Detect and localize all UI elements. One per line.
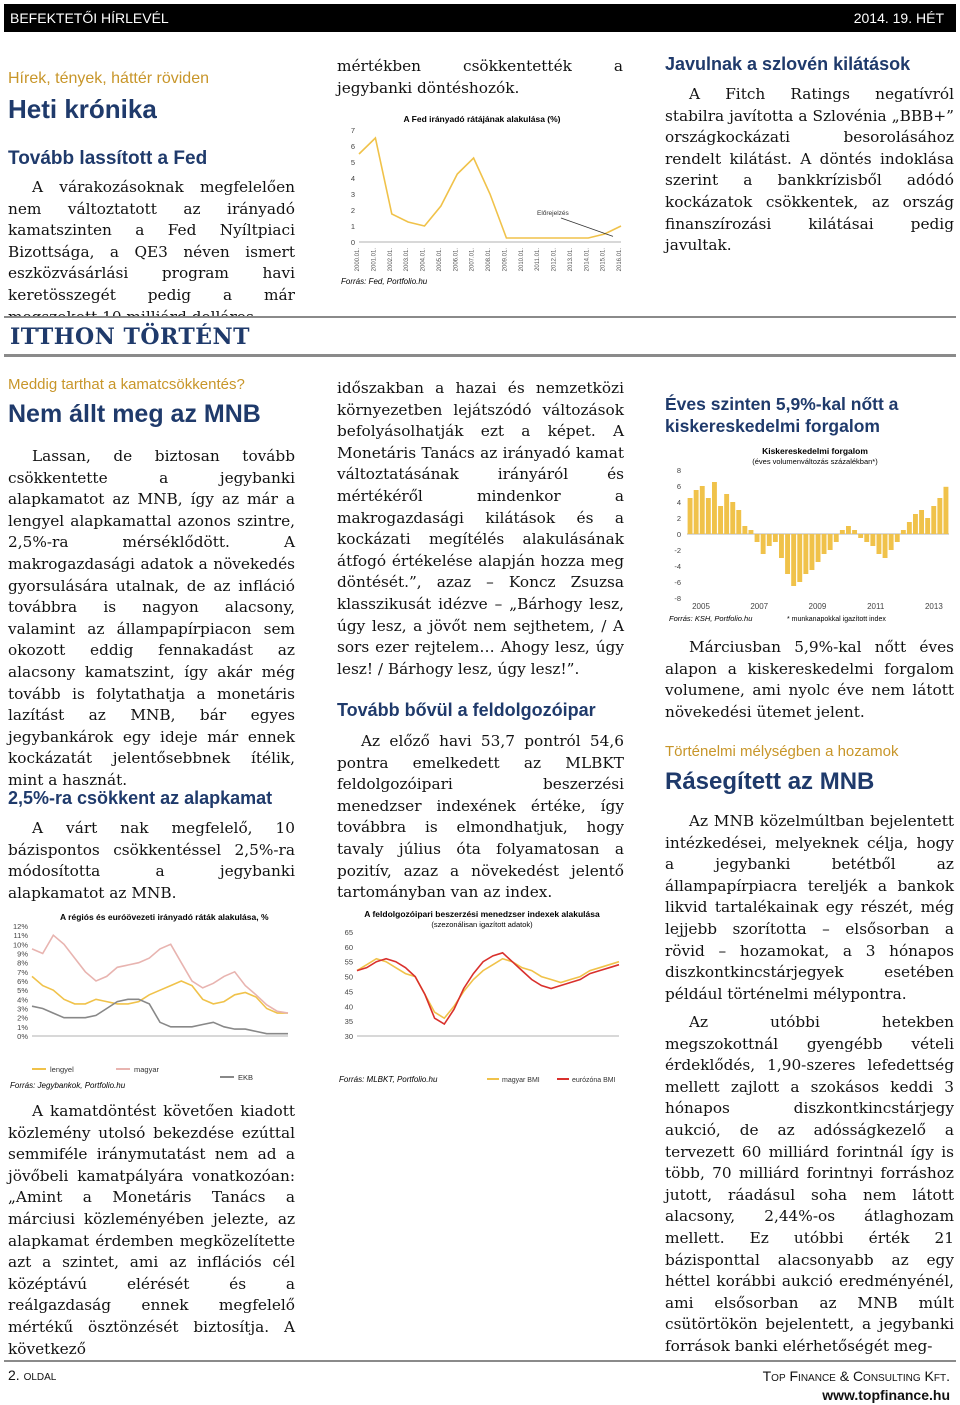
y-tick-label: 4 [676, 498, 681, 507]
auction-text: Az utóbbi hetekben megszokottnál gyengébb vételi érdeklődés, 1,90-szeres lefedettség mellett zajlott a szokásos keddi 3 hónapos diszkontkincstárjegy aukció, de az adósságkezelő a tervezett 60 milliárd forintnál így is több, 70 milliárd forintnyi forráshoz jutott, ráadásul soha nem látott alacsony, 2,44%-os átlaghozam mellett. Ez utóbbi érték 21 bázisponttal alacsonyabb az egy héttel korábbi aukció eredményénél, ami elsősorban az MNB múlt csütörtökön bejelentett, a jegybanki források banki elérhetőségét meg- [665, 1013, 954, 1355]
y-tick-label: 8 [676, 466, 681, 475]
y-tick-label: 35 [344, 1017, 353, 1027]
y-tick-label: 55 [344, 957, 353, 967]
bar [877, 534, 882, 554]
rate-cut-text: A várt nak megfelelő, 10 bázispontos csökkentéssel 2,5%-ra módosította a jegybanki alapkamatot az MNB. [8, 819, 295, 902]
bar [785, 534, 790, 574]
y-tick-label: 11% [13, 931, 28, 941]
x-tick-label: 2004.01. [420, 248, 427, 272]
x-tick-label: 2002.01. [387, 248, 394, 272]
legend-label: lengyel [50, 1065, 74, 1074]
pmi-chart-source: Forrás: MLBKT, Portfolio.hu [339, 1075, 438, 1084]
y-tick-label: 6 [350, 142, 355, 151]
retail-chart-note: * munkanapokkal igazított index [787, 616, 886, 623]
footer-rule [4, 1360, 956, 1362]
monetary-council-text: időszakban a hazai és nemzetközi környezetben lejátszódó változások befolyásolhatják ezt a képet. A Monetáris Tanács az irányadó kamat változtatásának irányáról és mértékéről mindenkor a makrogazdasági kilátások és a kockázati megítélés alakulásának átfogó értékelése alapján hozza meg döntését.”, azaz – Koncz Zsuzsa klasszikusát idézve – „Bárhogy lesz, úgy lesz, a jövőt nem sejthetem, / A sors ezer rejtelem… Ahogy lesz, úgy lesz! / Bárhogy lesz, úgy lesz!”. [337, 379, 624, 678]
y-tick-label: 4 [350, 174, 355, 183]
bar [779, 534, 784, 558]
bar [925, 518, 930, 534]
x-tick-label: 2001.01. [371, 248, 378, 272]
bar [694, 490, 699, 534]
bar [730, 502, 735, 534]
bar [907, 522, 912, 534]
rates-chart-source: Forrás: Jegybankok, Portfolio.hu [10, 1081, 126, 1090]
pmi-subtitle: Tovább bővül a feldolgozóipar [337, 700, 596, 720]
x-tick-label: 2006.01. [453, 248, 460, 272]
y-tick-label: 6 [676, 482, 681, 491]
bar [901, 530, 906, 534]
y-tick-label: 5 [350, 158, 355, 167]
x-tick-label: 2014.01. [584, 248, 591, 272]
y-tick-label: 50 [344, 972, 353, 982]
x-tick-label: 2010.01. [518, 248, 525, 272]
bar [742, 526, 747, 534]
y-tick-label: 0 [676, 530, 681, 539]
bar [883, 534, 888, 558]
bar [937, 498, 942, 534]
y-tick-label: 2 [676, 514, 681, 523]
y-tick-label: 3% [17, 1004, 28, 1014]
x-tick-label: 2011.01. [535, 248, 542, 271]
y-tick-label: 0% [17, 1032, 28, 1041]
forecast-arrow [561, 218, 613, 236]
y-tick-label: 7 [350, 126, 355, 135]
y-tick-label: 3 [350, 190, 355, 199]
bar [718, 506, 723, 534]
series-line-0 [359, 138, 621, 238]
y-tick-label: 2 [350, 206, 355, 215]
rates-chart-title: A régiós és euróövezeti irányadó ráták alakulása, % [60, 912, 269, 922]
fed-chart-title: A Fed irányadó rátájának alakulása (%) [403, 114, 561, 124]
legend-label: magyar BMI [502, 1077, 540, 1084]
x-tick-label: 2000.01. [355, 248, 361, 272]
series-line-0 [32, 976, 288, 1013]
x-tick-label: 2007.01. [469, 248, 476, 272]
publisher [763, 1367, 950, 1405]
fed-text: A várakozásoknak megfelelően nem változtatott az irányadó kamatszinten a Fed Nyíltpiaci Bizottsága, a QE3 néven ismert eszközvásárlási program havi keretösszegét pedig a már [8, 178, 295, 304]
bar [895, 534, 900, 542]
publisher-url[interactable]: www.topfinance.hu [822, 1387, 950, 1403]
y-tick-label: 10% [12, 940, 28, 950]
bar [852, 530, 857, 534]
fed-rate-chart [337, 108, 627, 290]
pmi-chart-title: A feldolgozóipari beszerzési menedzser indexek alakulása [364, 909, 600, 919]
retail-chart [665, 442, 955, 626]
bar [810, 534, 815, 570]
regional-rates-chart [8, 908, 298, 1096]
yields-kicker: Történelmi mélységben a hozamok [665, 743, 899, 760]
bar [773, 534, 778, 542]
rate-decision-text: A kamatdöntést követően kiadott közlemény utolsó bekezdése ezúttal semmiféle iránymutatást nem ad a jövőbeli kamatpályára vonatkozóan: „Amint a Monetáris Tanács a márciusi közleményében jelezte, az alapkamat érdemben megközelítette azt a szintet, ami az inflációs cél középtávú elérését és a reálgazdaság ennek megfelelő mértékű ösztönzését biztosítja. A következő [8, 1102, 295, 1358]
x-tick-label: 2013 [924, 602, 943, 611]
y-tick-label: 1 [350, 222, 355, 231]
y-tick-label: 4% [17, 995, 28, 1005]
x-tick-label: 2015.01. [600, 248, 607, 272]
top-title: Heti krónika [8, 94, 157, 124]
x-tick-label: 2009 [808, 602, 827, 611]
bar [889, 534, 894, 550]
fed-subtitle: Tovább lassított a Fed [8, 148, 208, 169]
y-tick-label: -2 [674, 546, 681, 555]
legend-label: magyar [134, 1065, 160, 1074]
bar [803, 534, 808, 574]
y-tick-label: 2% [17, 1013, 28, 1023]
bar [822, 534, 827, 554]
y-tick-label: 7% [17, 967, 28, 977]
bar [688, 498, 693, 534]
mnb-text: Lassan, de biztosan tovább csökkentette a jegybanki alapkamatot az MNB, így az már a lengyel alapkamattal azonos szintre, 2,5%-ra mérséklődött. A makrogazdasági adatok a növekedés gyorsulására utalnak, de az infláció továbbra is nagyon alacsony, valamint az állampapírpiacon sem okozott eddig fennakadást az alacsony kamatszint, így akár még tovább is folytathatja a monetáris lazítást az MNB, bár egyes jegybankárok egy ideje már ennek kockázatát jelentősebbnek ítélik, mint a hasznát. [8, 447, 295, 789]
page-number: 2. oldal [8, 1367, 57, 1383]
bar [919, 510, 924, 534]
bar [736, 510, 741, 534]
fed-text-continued: mértékben csökkentették a jegybanki döntéshozók. [337, 57, 623, 97]
y-tick-label: 1% [17, 1022, 28, 1032]
slovenia-title: Javulnak a szlovén kilátások [665, 54, 911, 74]
y-tick-label: 0 [350, 238, 355, 247]
yields-title: Rásegített az MNB [665, 768, 875, 795]
bar [846, 526, 851, 534]
y-tick-label: 30 [344, 1032, 353, 1041]
rate-cut-subtitle: 2,5%-ra csökkent az alapkamat [8, 788, 273, 808]
bar [858, 534, 863, 538]
legend-label: eurózóna BMI [572, 1077, 616, 1084]
newsletter-title: BEFEKTETŐI HÍRLEVÉL [10, 10, 169, 26]
slovenia-text: A Fitch Ratings negatívról stabilra javította a Szlovénia „BBB+” országkockázati besorolásához rendelt kilátást. A döntés indoklása szerint a bankkrízisből adódó kockázatok csökkentek, az ország finanszírozási kilátásai pedig javultak. [665, 85, 954, 255]
retail-chart-title: Kiskereskedelmi forgalom [762, 446, 868, 456]
bar [767, 534, 772, 546]
bar [749, 530, 754, 534]
x-tick-label: 2012.01. [551, 248, 558, 272]
bar [931, 506, 936, 534]
mnb-kicker: Meddig tarthat a kamatcsökkentés? [8, 376, 245, 393]
y-tick-label: -6 [674, 578, 681, 587]
bar [700, 486, 705, 534]
y-tick-label: 45 [344, 987, 353, 997]
y-tick-label: 12% [12, 922, 28, 931]
bar [755, 534, 760, 542]
mnb-title: Nem állt meg az MNB [8, 400, 261, 428]
retail-chart-source: Forrás: KSH, Portfolio.hu [669, 614, 753, 623]
x-tick-label: 2009.01. [502, 248, 509, 272]
series-line-1 [357, 953, 619, 1024]
y-tick-label: 5% [17, 986, 28, 996]
series-line-2 [32, 999, 288, 1033]
header-bar [4, 4, 956, 32]
pmi-chart-subtitle: (szezonálisan igazított adatok) [431, 920, 533, 929]
x-tick-label: 2016.01. [617, 248, 623, 272]
bar [840, 530, 845, 534]
series-line-0 [357, 959, 619, 1019]
bar [828, 534, 833, 550]
bar [864, 534, 869, 542]
retail-chart-subtitle: (éves volumenváltozás százalékban*) [752, 457, 878, 466]
bar [816, 534, 821, 562]
y-tick-label: -8 [674, 594, 681, 603]
x-tick-label: 2005 [692, 602, 710, 611]
legend-label: EKB [238, 1073, 254, 1082]
x-tick-label: 2013.01. [567, 248, 574, 272]
retail-text: Márciusban 5,9%-kal nőtt éves alapon a kiskereskedelmi forgalom volumene, ami nyolc éve nem látott növekedési ütemet jelent. [665, 638, 954, 721]
pmi-chart [337, 906, 627, 1088]
bar [712, 482, 717, 534]
bar [791, 534, 796, 586]
y-tick-label: -4 [674, 562, 681, 571]
forecast-annotation: Előrejelzés [537, 209, 569, 217]
bar [913, 514, 918, 534]
x-tick-label: 2007 [750, 602, 769, 611]
top-kicker: Hírek, tények, háttér röviden [8, 70, 209, 87]
x-tick-label: 2005.01. [436, 248, 443, 272]
y-tick-label: 9% [17, 949, 28, 959]
issue-week: 2014. 19. HÉT [853, 10, 944, 26]
y-tick-label: 40 [344, 1002, 353, 1012]
y-tick-label: 6% [17, 977, 28, 986]
x-tick-label: 2003.01. [404, 248, 411, 272]
fed-chart-source: Forrás: Fed, Portfolio.hu [341, 277, 428, 286]
bar [834, 534, 839, 542]
y-tick-label: 60 [344, 942, 353, 952]
x-tick-label: 2011 [867, 602, 885, 611]
retail-subtitle: Éves szinten 5,9%-kal nőtt a kiskereskedelmi forgalom [665, 394, 899, 436]
yields-text: Az MNB közelmúltban bejelentett intézkedései, melyeknek célja, hogy a jegybanki betétből az állampapírpiacra tereljék a bankok likvid tartalékainak egy részét, még lejjebb szorította – elsősorban a rövid – hozamokat, a 3 hónapos diszkontkincstárjegyek esetében például történelmi mélypontra. [665, 812, 954, 1003]
bar [944, 487, 949, 534]
y-tick-label: 65 [344, 928, 353, 937]
section-title: ITTHON TÖRTÉNT [10, 324, 251, 350]
bar [724, 494, 729, 534]
bar [761, 534, 766, 554]
section-header [4, 318, 956, 357]
publisher-name: Top Finance & Consulting Kft. [762, 1368, 950, 1384]
x-tick-label: 2008.01. [486, 248, 492, 272]
pmi-text: Az előző havi 53,7 pontról 54,6 pontra emelkedett az MLBKT feldolgozóipari beszerzési menedzser indexének értéke, így továbbra is elmondhatjuk, hogy tavaly július óta folyamatosan a pozitív, azaz a növekedést jelentő tartományban van az index. [337, 732, 624, 902]
bar [706, 498, 711, 534]
bar [797, 534, 802, 582]
bar [870, 534, 875, 546]
y-tick-label: 8% [17, 958, 28, 968]
